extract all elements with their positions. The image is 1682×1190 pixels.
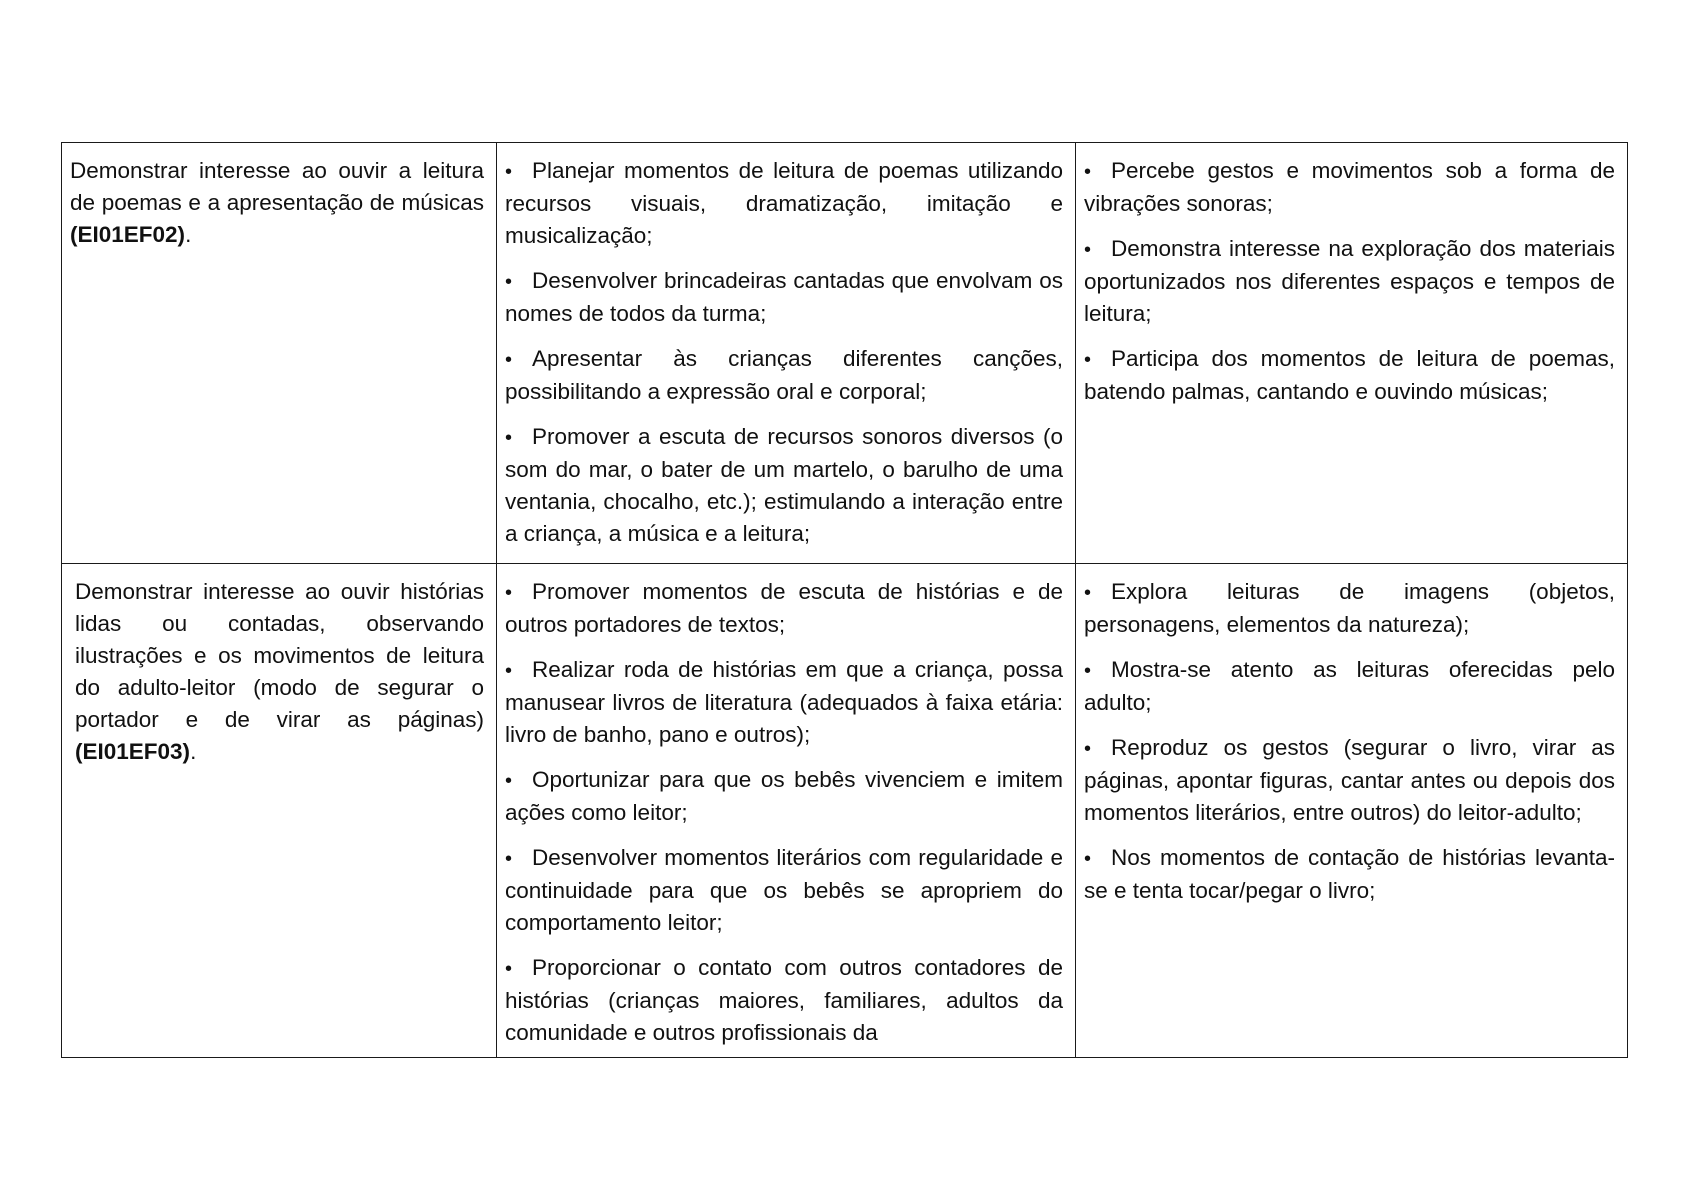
activity-text: Realizar roda de histórias em que a criança, possa manusear livros de literatura (adequados à faixa etária: livro de banho, pano e outros); bbox=[505, 657, 1063, 747]
list-item bbox=[505, 952, 1063, 1049]
indicators-list bbox=[1084, 576, 1615, 907]
bullet-icon: • bbox=[505, 660, 513, 682]
objective-period: . bbox=[185, 222, 192, 247]
indicator-text: Reproduz os gestos (segurar o livro, virar as páginas, apontar figuras, cantar antes ou depois dos momentos literários, entre outros) do leitor-adulto; bbox=[1084, 735, 1615, 825]
activity-text: Apresentar às crianças diferentes canções, possibilitando a expressão oral e corporal; bbox=[505, 346, 1063, 404]
activities-cell bbox=[497, 143, 1076, 564]
table-row bbox=[62, 564, 1628, 1058]
indicator-text: Percebe gestos e movimentos sob a forma de vibrações sonoras; bbox=[1084, 158, 1615, 216]
bullet-icon: • bbox=[505, 349, 513, 371]
indicator-text: Participa dos momentos de leitura de poemas, batendo palmas, cantando e ouvindo músicas; bbox=[1084, 346, 1615, 404]
bullet-icon: • bbox=[1084, 161, 1092, 183]
objective-description: Demonstrar interesse ao ouvir histórias lidas ou contadas, observando ilustrações e os movimentos de leitura do adulto-leitor (modo de segurar o portador e de virar as páginas) bbox=[75, 579, 484, 732]
list-item bbox=[505, 265, 1063, 330]
list-item bbox=[1084, 155, 1615, 220]
indicators-cell bbox=[1076, 143, 1628, 564]
indicator-text: Nos momentos de contação de histórias levanta-se e tenta tocar/pegar o livro; bbox=[1084, 845, 1615, 903]
objective-period: . bbox=[190, 739, 197, 764]
table-row bbox=[62, 143, 1628, 564]
objective-text bbox=[70, 155, 484, 251]
list-item bbox=[505, 421, 1063, 550]
indicators-cell bbox=[1076, 564, 1628, 1058]
indicator-text: Explora leituras de imagens (objetos, personagens, elementos da natureza); bbox=[1084, 579, 1615, 637]
list-item bbox=[1084, 842, 1615, 907]
bullet-icon: • bbox=[1084, 660, 1092, 682]
bullet-icon: • bbox=[1084, 349, 1092, 371]
curriculum-table bbox=[61, 142, 1628, 1058]
activity-text: Desenvolver brincadeiras cantadas que envolvam os nomes de todos da turma; bbox=[505, 268, 1063, 326]
bullet-icon: • bbox=[505, 770, 513, 792]
list-item bbox=[505, 343, 1063, 408]
list-item bbox=[1084, 732, 1615, 829]
bullet-icon: • bbox=[1084, 738, 1092, 760]
objective-code: (EI01EF03) bbox=[75, 739, 191, 764]
activities-list bbox=[505, 576, 1063, 1049]
activity-text: Planejar momentos de leitura de poemas utilizando recursos visuais, dramatização, imitação e musicalização; bbox=[505, 158, 1063, 248]
bullet-icon: • bbox=[1084, 582, 1092, 604]
activities-cell bbox=[497, 564, 1076, 1058]
bullet-icon: • bbox=[505, 582, 513, 604]
bullet-icon: • bbox=[1084, 239, 1092, 261]
indicator-text: Demonstra interesse na exploração dos materiais oportunizados nos diferentes espaços e tempos de leitura; bbox=[1084, 236, 1615, 326]
list-item bbox=[505, 764, 1063, 829]
list-item bbox=[1084, 576, 1615, 641]
activity-text: Promover momentos de escuta de histórias e de outros portadores de textos; bbox=[505, 579, 1063, 637]
bullet-icon: • bbox=[505, 958, 513, 980]
list-item bbox=[505, 842, 1063, 939]
indicators-list bbox=[1084, 155, 1615, 408]
objective-cell bbox=[62, 564, 497, 1058]
bullet-icon: • bbox=[505, 427, 513, 449]
activity-text: Proporcionar o contato com outros contadores de histórias (crianças maiores, familiares, adultos da comunidade e outros profissionais da bbox=[505, 955, 1063, 1045]
bullet-icon: • bbox=[505, 848, 513, 870]
bullet-icon: • bbox=[505, 161, 513, 183]
list-item bbox=[1084, 343, 1615, 408]
list-item bbox=[505, 654, 1063, 751]
list-item bbox=[1084, 654, 1615, 719]
objective-description: Demonstrar interesse ao ouvir a leitura de poemas e a apresentação de músicas bbox=[70, 158, 484, 215]
list-item bbox=[1084, 233, 1615, 330]
objective-text bbox=[75, 576, 484, 768]
activity-text: Oportunizar para que os bebês vivenciem e imitem ações como leitor; bbox=[505, 767, 1063, 825]
bullet-icon: • bbox=[505, 271, 513, 293]
list-item bbox=[505, 155, 1063, 252]
list-item bbox=[505, 576, 1063, 641]
activity-text: Desenvolver momentos literários com regularidade e continuidade para que os bebês se apropriem do comportamento leitor; bbox=[505, 845, 1063, 935]
bullet-icon: • bbox=[1084, 848, 1092, 870]
indicator-text: Mostra-se atento as leituras oferecidas pelo adulto; bbox=[1084, 657, 1615, 715]
activity-text: Promover a escuta de recursos sonoros diversos (o som do mar, o bater de um martelo, o barulho de uma ventania, chocalho, etc.); estimulando a interação entre a criança, a música e a leitura; bbox=[505, 424, 1063, 546]
objective-cell bbox=[62, 143, 497, 564]
objective-code: (EI01EF02) bbox=[70, 222, 186, 247]
activities-list bbox=[505, 155, 1063, 550]
